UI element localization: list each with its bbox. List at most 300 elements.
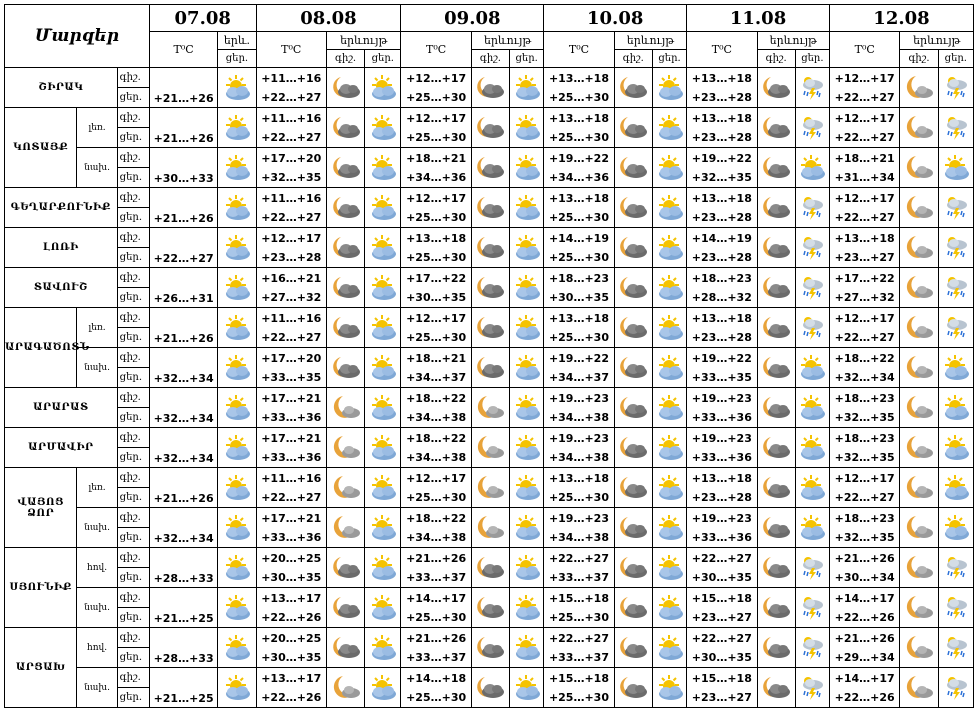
moon-dark-cloud-icon: [327, 269, 364, 307]
night-label: գիշ.: [117, 68, 149, 88]
temperature-cell: [256, 308, 326, 348]
moon-dark-cloud-graphic: [761, 194, 791, 222]
day-temperature: +28…+32: [691, 290, 752, 304]
day-subheader: ցեր.: [795, 50, 829, 68]
weather-cell: [652, 348, 686, 388]
moon-dark-cloud-icon: [615, 309, 652, 347]
temperature-cell: [401, 588, 471, 628]
sun-cloud-icon: [218, 109, 255, 147]
night-temperature: +21…+26: [834, 551, 895, 565]
weather-cell: [900, 468, 938, 508]
weather-cell: [471, 468, 509, 508]
moon-cloud-light-icon: [900, 509, 937, 547]
moon-cloud-light-icon: [900, 629, 937, 667]
day-temperature: +23…+28: [691, 210, 752, 224]
sun-cloud-graphic: [512, 394, 542, 422]
day-temperature: +30…+35: [548, 290, 609, 304]
date-header: 12.08: [829, 5, 973, 32]
moon-dark-cloud-icon: [615, 629, 652, 667]
moon-dark-cloud-icon: [327, 229, 364, 267]
moon-dark-cloud-graphic: [761, 234, 791, 262]
night-temperature: +12…+17: [406, 311, 467, 325]
temperature-stack: [544, 309, 613, 347]
temperature-stack: [544, 269, 613, 307]
temperature-cell: [829, 68, 899, 108]
weather-cell: [938, 468, 973, 508]
night-temperature: +22…+27: [548, 551, 609, 565]
temperature-stack: [544, 189, 613, 227]
temperature-stack: [687, 189, 756, 227]
date-header: 10.08: [544, 5, 687, 32]
thunderstorm-icon: [796, 309, 829, 347]
temperature-stack: [830, 189, 899, 227]
day-temperature: +30…+35: [691, 570, 752, 584]
night-temperature: +19…+23: [691, 431, 752, 445]
sun-cloud-graphic: [368, 234, 398, 262]
day-temperature: +21…+26: [149, 68, 217, 108]
weather-cell: [218, 108, 256, 148]
night-temperature: +11…+16: [261, 191, 322, 205]
temperature-stack: [401, 189, 470, 227]
weather-cell: [365, 108, 401, 148]
moon-cloud-light-graphic: [475, 434, 505, 462]
moon-dark-cloud-graphic: [761, 74, 791, 102]
weather-cell: [510, 588, 544, 628]
temperature-cell: [256, 628, 326, 668]
night-subheader: գիշ.: [326, 50, 364, 68]
thunderstorm-icon: [796, 269, 829, 307]
day-temperature: +34…+36: [548, 170, 609, 184]
night-label: գիշ.: [117, 508, 149, 528]
table-row: [5, 188, 974, 208]
moon-dark-cloud-graphic: [618, 194, 648, 222]
sun-cloud-graphic: [941, 434, 971, 462]
weather-cell: [510, 68, 544, 108]
day-label: ցեր.: [117, 488, 149, 508]
sun-cloud-graphic: [941, 154, 971, 182]
temperature-cell: [544, 108, 614, 148]
temperature-cell: [401, 268, 471, 308]
sun-cloud-icon: [510, 509, 543, 547]
moon-cloud-light-graphic: [904, 354, 934, 382]
night-temperature: +13…+18: [548, 111, 609, 125]
moon-dark-cloud-icon: [472, 589, 509, 627]
moon-dark-cloud-graphic: [618, 314, 648, 342]
temperature-header: T⁰C: [401, 32, 471, 68]
temperature-cell: [401, 228, 471, 268]
day-temperature: +32…+34: [149, 428, 217, 468]
weather-cell: [510, 508, 544, 548]
weather-cell: [471, 108, 509, 148]
moon-dark-cloud-icon: [327, 629, 364, 667]
weather-cell: [614, 468, 652, 508]
temperature-stack: [830, 69, 899, 107]
sun-cloud-icon: [796, 429, 829, 467]
moon-cloud-light-icon: [900, 269, 937, 307]
weather-cell: [757, 588, 795, 628]
day-subheader: ցեր.: [652, 50, 686, 68]
temperature-cell: [687, 188, 757, 228]
day-temperature: +34…+36: [406, 170, 467, 184]
temperature-stack: [830, 389, 899, 427]
moon-dark-cloud-icon: [615, 509, 652, 547]
sun-cloud-icon: [510, 589, 543, 627]
sun-cloud-graphic: [797, 154, 827, 182]
sun-cloud-icon: [653, 349, 686, 387]
night-temperature: +11…+16: [261, 471, 322, 485]
moon-dark-cloud-icon: [472, 69, 509, 107]
sun-cloud-icon: [365, 669, 400, 707]
sun-cloud-graphic: [368, 474, 398, 502]
night-temperature: +13…+17: [261, 591, 322, 605]
temperature-stack: [401, 429, 470, 467]
sun-cloud-graphic: [222, 634, 252, 662]
moon-cloud-light-icon: [900, 589, 937, 627]
weather-cell: [510, 468, 544, 508]
temperature-stack: [257, 229, 326, 267]
subregion-name: նախ.: [77, 348, 117, 388]
sun-cloud-icon: [653, 629, 686, 667]
night-temperature: +21…+26: [834, 631, 895, 645]
weather-cell: [795, 68, 829, 108]
weather-cell: [510, 348, 544, 388]
temperature-stack: [687, 589, 756, 627]
day-temperature: +23…+28: [691, 250, 752, 264]
moon-dark-cloud-icon: [615, 269, 652, 307]
weather-cell: [652, 228, 686, 268]
moon-cloud-light-graphic: [331, 474, 361, 502]
moon-dark-cloud-icon: [327, 69, 364, 107]
region-name: ԱՐԱԳԱԾՈՏՆ: [5, 308, 77, 388]
night-temperature: +19…+23: [548, 391, 609, 405]
moon-cloud-light-graphic: [904, 114, 934, 142]
moon-cloud-light-icon: [900, 309, 937, 347]
region-name: ԱՐՑԱԽ: [5, 628, 77, 708]
thunderstorm-graphic: [800, 194, 824, 222]
thunderstorm-graphic: [944, 314, 968, 342]
weather-cell: [900, 628, 938, 668]
table-row: [5, 68, 974, 88]
moon-cloud-light-icon: [900, 189, 937, 227]
moon-dark-cloud-graphic: [761, 474, 791, 502]
subregion-name: լեռ.: [77, 108, 117, 148]
day-temperature: +33…+37: [548, 650, 609, 664]
weather-cell: [218, 188, 256, 228]
temperature-stack: [687, 349, 756, 387]
temperature-cell: [544, 468, 614, 508]
temperature-cell: [829, 148, 899, 188]
temperature-stack: [257, 349, 326, 387]
moon-dark-cloud-icon: [327, 189, 364, 227]
thunderstorm-graphic: [800, 554, 824, 582]
moon-cloud-light-graphic: [475, 394, 505, 422]
thunderstorm-icon: [796, 189, 829, 227]
night-temperature: +17…+21: [261, 511, 322, 525]
day-subheader: ցեր.: [938, 50, 973, 68]
moon-dark-cloud-graphic: [761, 274, 791, 302]
weather-cell: [365, 228, 401, 268]
sun-cloud-icon: [218, 469, 255, 507]
sun-cloud-graphic: [655, 154, 685, 182]
temperature-stack: [401, 469, 470, 507]
weather-cell: [938, 308, 973, 348]
moon-cloud-light-graphic: [904, 274, 934, 302]
moon-dark-cloud-graphic: [618, 394, 648, 422]
temperature-stack: [401, 509, 470, 547]
sun-cloud-icon: [510, 229, 543, 267]
night-temperature: +18…+21: [834, 151, 895, 165]
sun-cloud-graphic: [512, 594, 542, 622]
day-temperature: +25…+30: [548, 130, 609, 144]
temperature-cell: [687, 588, 757, 628]
temperature-stack: [544, 589, 613, 627]
day-temperature: +26…+31: [149, 268, 217, 308]
sun-cloud-icon: [653, 309, 686, 347]
sun-cloud-graphic: [368, 74, 398, 102]
moon-dark-cloud-graphic: [761, 554, 791, 582]
temperature-cell: [544, 348, 614, 388]
day-label: ցեր.: [117, 408, 149, 428]
temperature-stack: [257, 309, 326, 347]
weather-cell: [795, 668, 829, 708]
temperature-stack: [830, 349, 899, 387]
weather-cell: [652, 308, 686, 348]
night-temperature: +11…+16: [261, 71, 322, 85]
night-temperature: +16…+21: [261, 271, 322, 285]
sun-cloud-icon: [218, 629, 255, 667]
moon-dark-cloud-icon: [327, 149, 364, 187]
temperature-cell: [401, 68, 471, 108]
night-temperature: +19…+22: [548, 351, 609, 365]
day-temperature: +25…+30: [548, 90, 609, 104]
night-temperature: +19…+23: [548, 431, 609, 445]
sun-cloud-icon: [510, 469, 543, 507]
moon-dark-cloud-graphic: [761, 394, 791, 422]
thunderstorm-graphic: [800, 674, 824, 702]
sun-cloud-graphic: [222, 514, 252, 542]
region-name: ԱՐԱՐԱՏ: [5, 388, 118, 428]
moon-dark-cloud-icon: [758, 309, 795, 347]
temperature-cell: [687, 668, 757, 708]
phenomenon-header: երևույթ: [471, 32, 543, 50]
weather-cell: [614, 628, 652, 668]
sun-cloud-icon: [365, 149, 400, 187]
weather-cell: [218, 68, 256, 108]
temperature-cell: [256, 388, 326, 428]
weather-cell: [471, 548, 509, 588]
weather-cell: [326, 428, 364, 468]
sun-cloud-icon: [218, 309, 255, 347]
region-name: ԱՐՄԱՎԻՐ: [5, 428, 118, 468]
weather-cell: [652, 628, 686, 668]
day-temperature: +22…+27: [834, 330, 895, 344]
weather-cell: [326, 108, 364, 148]
forecast-table: [4, 4, 974, 708]
day-temperature: +32…+34: [149, 508, 217, 548]
moon-cloud-light-icon: [900, 349, 937, 387]
temperature-cell: [829, 388, 899, 428]
temperature-cell: [256, 228, 326, 268]
thunderstorm-icon: [796, 629, 829, 667]
weather-cell: [326, 668, 364, 708]
sun-cloud-icon: [796, 469, 829, 507]
moon-dark-cloud-icon: [758, 229, 795, 267]
weather-cell: [365, 348, 401, 388]
night-temperature: +18…+22: [834, 351, 895, 365]
sun-cloud-icon: [218, 429, 255, 467]
day-temperature: +21…+26: [149, 108, 217, 148]
night-temperature: +18…+22: [406, 431, 467, 445]
sun-cloud-icon: [939, 149, 973, 187]
moon-dark-cloud-icon: [327, 109, 364, 147]
sun-cloud-graphic: [512, 634, 542, 662]
day-temperature: +23…+27: [691, 690, 752, 704]
weather-cell: [757, 628, 795, 668]
temperature-stack: [257, 69, 326, 107]
moon-dark-cloud-icon: [758, 149, 795, 187]
sun-cloud-graphic: [655, 314, 685, 342]
sun-cloud-icon: [365, 189, 400, 227]
temperature-cell: [401, 308, 471, 348]
moon-dark-cloud-graphic: [331, 594, 361, 622]
night-temperature: +17…+20: [261, 151, 322, 165]
weather-cell: [614, 308, 652, 348]
day-label: ցեր.: [117, 248, 149, 268]
weather-cell: [614, 588, 652, 628]
temperature-stack: [687, 629, 756, 667]
sun-cloud-graphic: [222, 674, 252, 702]
sun-cloud-graphic: [797, 434, 827, 462]
weather-cell: [218, 148, 256, 188]
weather-cell: [938, 588, 973, 628]
sun-cloud-graphic: [222, 394, 252, 422]
night-temperature: +12…+17: [261, 231, 322, 245]
night-temperature: +12…+17: [406, 111, 467, 125]
day-temperature: +34…+38: [548, 450, 609, 464]
sun-cloud-graphic: [512, 354, 542, 382]
weather-cell: [471, 228, 509, 268]
weather-cell: [795, 428, 829, 468]
night-temperature: +13…+18: [834, 231, 895, 245]
day-temperature: +21…+26: [149, 188, 217, 228]
sun-cloud-icon: [218, 229, 255, 267]
sun-cloud-graphic: [222, 154, 252, 182]
sun-cloud-icon: [218, 189, 255, 227]
day-temperature: +21…+25: [149, 588, 217, 628]
sun-cloud-icon: [510, 69, 543, 107]
moon-dark-cloud-icon: [758, 69, 795, 107]
moon-dark-cloud-graphic: [618, 514, 648, 542]
temperature-cell: [829, 508, 899, 548]
weather-cell: [365, 508, 401, 548]
sun-cloud-icon: [653, 389, 686, 427]
day-temperature: +34…+38: [406, 530, 467, 544]
moon-dark-cloud-icon: [472, 309, 509, 347]
temperature-cell: [829, 228, 899, 268]
moon-dark-cloud-graphic: [618, 74, 648, 102]
temperature-stack: [401, 669, 470, 707]
weather-cell: [652, 428, 686, 468]
moon-dark-cloud-graphic: [331, 154, 361, 182]
thunderstorm-graphic: [944, 554, 968, 582]
temperature-cell: [687, 228, 757, 268]
sun-cloud-graphic: [797, 354, 827, 382]
day-temperature: +22…+27: [834, 90, 895, 104]
sun-cloud-icon: [365, 349, 400, 387]
thunderstorm-icon: [939, 189, 973, 227]
temperature-stack: [830, 469, 899, 507]
moon-dark-cloud-icon: [615, 469, 652, 507]
day-label: ցեր.: [117, 688, 149, 708]
temperature-cell: [256, 588, 326, 628]
subregion-name: նախ.: [77, 148, 117, 188]
temperature-stack: [687, 669, 756, 707]
temperature-cell: [401, 388, 471, 428]
thunderstorm-icon: [796, 669, 829, 707]
table-row: [5, 388, 974, 408]
weather-cell: [757, 428, 795, 468]
night-temperature: +13…+17: [261, 671, 322, 685]
night-temperature: +21…+26: [406, 631, 467, 645]
moon-dark-cloud-icon: [758, 429, 795, 467]
weather-cell: [795, 508, 829, 548]
weather-cell: [326, 588, 364, 628]
sun-cloud-graphic: [222, 74, 252, 102]
sun-cloud-graphic: [941, 514, 971, 542]
weather-cell: [471, 428, 509, 468]
moon-cloud-light-icon: [900, 149, 937, 187]
weather-cell: [326, 548, 364, 588]
moon-cloud-light-icon: [327, 669, 364, 707]
weather-cell: [757, 148, 795, 188]
day-temperature: +25…+30: [406, 90, 467, 104]
temperature-stack: [257, 109, 326, 147]
day-temperature: +30…+33: [149, 148, 217, 188]
table-row: [5, 228, 974, 248]
temperature-cell: [544, 308, 614, 348]
weather-cell: [218, 508, 256, 548]
night-temperature: +20…+25: [261, 551, 322, 565]
weather-cell: [365, 388, 401, 428]
weather-cell: [471, 668, 509, 708]
moon-dark-cloud-graphic: [761, 514, 791, 542]
sun-cloud-graphic: [655, 674, 685, 702]
moon-dark-cloud-graphic: [475, 234, 505, 262]
moon-dark-cloud-icon: [472, 629, 509, 667]
weather-cell: [471, 588, 509, 628]
temperature-stack: [257, 589, 326, 627]
weather-cell: [757, 108, 795, 148]
moon-dark-cloud-icon: [472, 149, 509, 187]
weather-cell: [218, 228, 256, 268]
weather-cell: [652, 668, 686, 708]
weather-cell: [326, 308, 364, 348]
night-temperature: +15…+18: [691, 671, 752, 685]
phenomenon-header: երևույթ: [757, 32, 829, 50]
day-label: ցեր.: [117, 608, 149, 628]
date-header: 09.08: [401, 5, 544, 32]
weather-cell: [614, 548, 652, 588]
day-temperature: +22…+27: [261, 130, 322, 144]
day-label: ցեր.: [117, 168, 149, 188]
weather-cell: [795, 348, 829, 388]
thunderstorm-icon: [939, 269, 973, 307]
region-name: ՇԻՐԱԿ: [5, 68, 118, 108]
table-row: [5, 108, 974, 128]
night-temperature: +20…+25: [261, 631, 322, 645]
sun-cloud-icon: [218, 589, 255, 627]
day-temperature: +32…+35: [691, 170, 752, 184]
